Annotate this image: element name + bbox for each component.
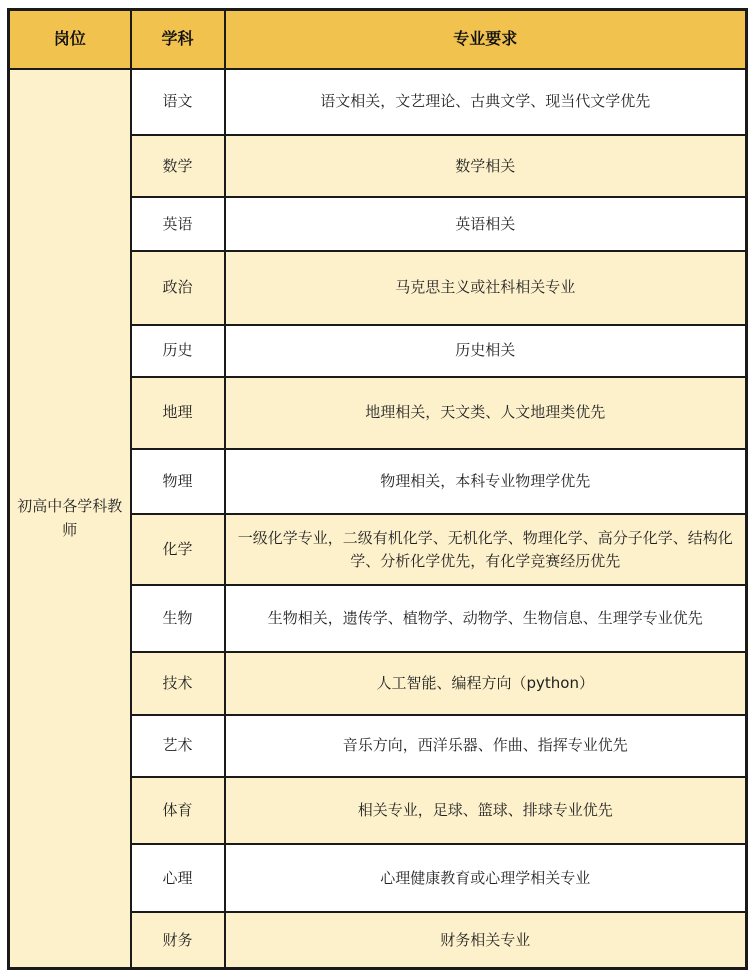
subject-cell[interactable]: 物理	[131, 449, 225, 514]
requirement-cell[interactable]: 心理健康教育或心理学相关专业	[225, 844, 747, 912]
requirement-cell[interactable]: 音乐方向，西洋乐器、作曲、指挥专业优先	[225, 715, 747, 777]
requirement-cell[interactable]: 生物相关，遗传学、植物学、动物学、生物信息、生理学专业优先	[225, 585, 747, 651]
table-header	[9, 10, 747, 70]
subject-cell[interactable]: 历史	[131, 325, 225, 377]
requirement-cell[interactable]: 历史相关	[225, 325, 747, 377]
requirement-cell[interactable]: 马克思主义或社科相关专业	[225, 251, 747, 324]
requirement-cell[interactable]: 一级化学专业，二级有机化学、无机化学、物理化学、高分子化学、结构化学、分析化学优先，有化学竞赛经历优先	[225, 514, 747, 585]
subject-cell[interactable]: 政治	[131, 251, 225, 324]
requirement-cell[interactable]: 相关专业，足球、篮球、排球专业优先	[225, 777, 747, 844]
header-requirement[interactable]: 专业要求	[225, 10, 747, 70]
requirements-table	[7, 8, 748, 970]
requirement-cell[interactable]: 物理相关，本科专业物理学优先	[225, 449, 747, 514]
table-row	[9, 69, 747, 135]
subject-cell[interactable]: 数学	[131, 135, 225, 197]
subject-cell[interactable]: 语文	[131, 69, 225, 135]
requirement-cell[interactable]: 人工智能、编程方向（python）	[225, 652, 747, 715]
subject-cell[interactable]: 体育	[131, 777, 225, 844]
header-row	[9, 10, 747, 70]
requirement-cell[interactable]: 数学相关	[225, 135, 747, 197]
requirement-cell[interactable]: 英语相关	[225, 197, 747, 251]
subject-cell[interactable]: 技术	[131, 652, 225, 715]
position-cell[interactable]: 初高中各学科教师	[9, 69, 131, 969]
requirement-cell[interactable]: 地理相关，天文类、人文地理类优先	[225, 377, 747, 449]
header-subject[interactable]: 学科	[131, 10, 225, 70]
requirement-cell[interactable]: 语文相关，文艺理论、古典文学、现当代文学优先	[225, 69, 747, 135]
subject-cell[interactable]: 英语	[131, 197, 225, 251]
requirement-cell[interactable]: 财务相关专业	[225, 912, 747, 968]
subject-cell[interactable]: 艺术	[131, 715, 225, 777]
subject-cell[interactable]: 财务	[131, 912, 225, 968]
subject-cell[interactable]: 生物	[131, 585, 225, 651]
subject-cell[interactable]: 地理	[131, 377, 225, 449]
requirements-sheet	[7, 8, 745, 970]
header-position[interactable]: 岗位	[9, 10, 131, 70]
table-body	[9, 69, 747, 969]
subject-cell[interactable]: 化学	[131, 514, 225, 585]
subject-cell[interactable]: 心理	[131, 844, 225, 912]
